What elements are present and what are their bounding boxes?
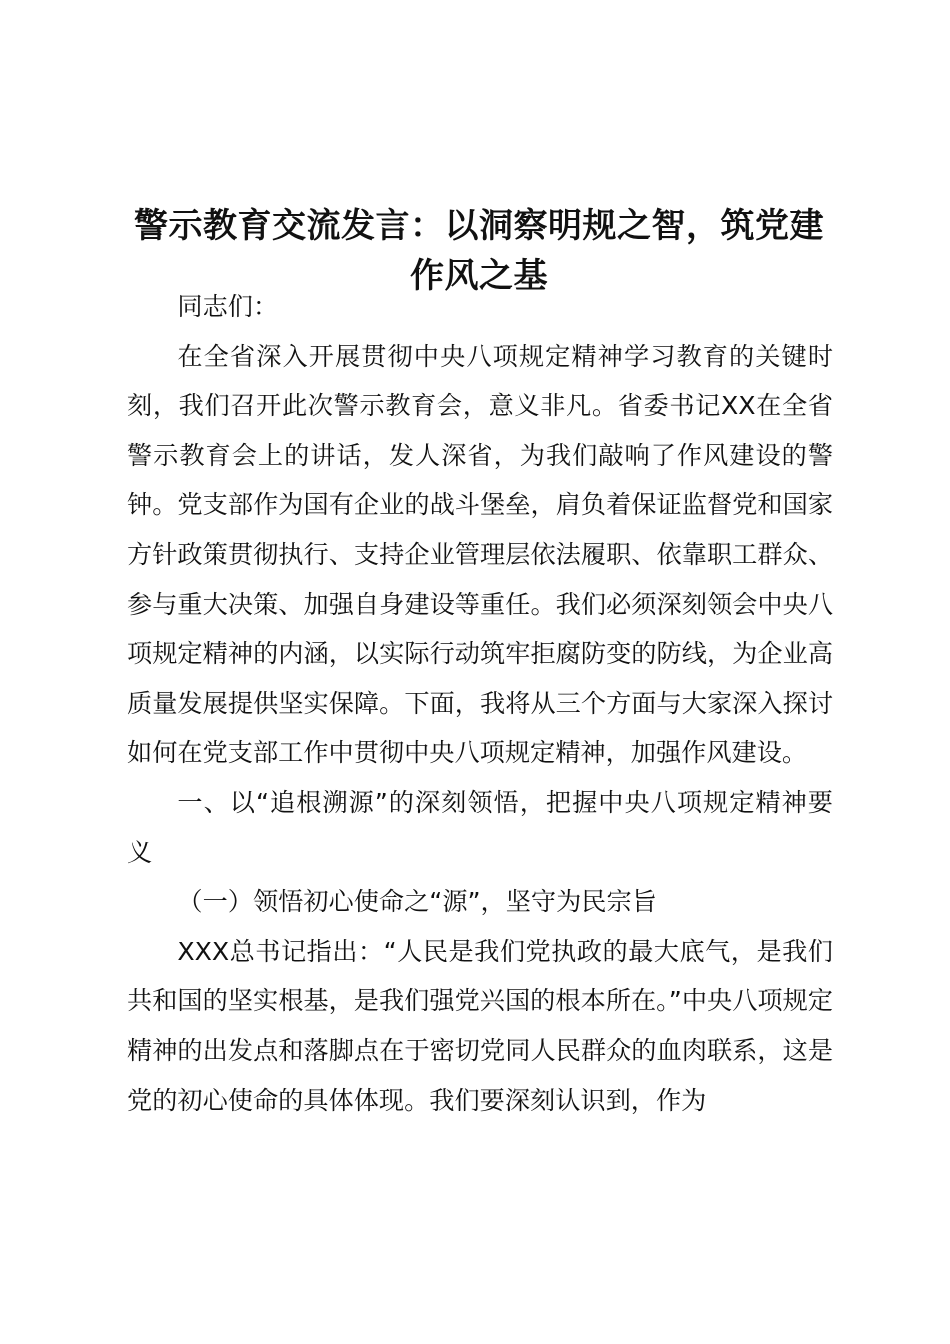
salutation-paragraph: 同志们： — [177, 292, 279, 321]
section-heading-1: 一、以“追根溯源”的深刻领悟，把握中央八项规定精神要义 — [127, 787, 833, 867]
intro-paragraph: 在全省深入开展贯彻中央八项规定精神学习教育的关键时刻，我们召开此次警示教育会，意义非凡。省委书记XX在全省警示教育会上的讲话，发人深省，为我们敲响了作风建设的警钟。党支部作为国有企业的战斗堡垒，肩负着保证监督党和国家方针政策贯彻执行、支持企业管理层依法履职、依靠职工群众、参与重大决策、加强自身建设等重任。我们必须深刻领会中央八项规定精神的内涵，以实际行动筑牢拒腐防变的防线，为企业高质量发展提供坚实保障。下面，我将从三个方面与大家深入探讨如何在党支部工作中贯彻中央八项规定精神，加强作风建设。 — [127, 341, 833, 768]
document-title: 警示教育交流发言：以洞察明规之智，筑党建作风之基 — [134, 205, 824, 296]
subsection-heading-1: （一）领悟初心使命之“源”，坚守为民宗旨 — [177, 887, 657, 917]
document-body — [127, 282, 833, 1125]
body-paragraph: XXX总书记指出：“人民是我们党执政的最大底气，是我们共和国的坚实根基，是我们强党兴国的根本所在。”中央八项规定精神的出发点和落脚点在于密切党同人民群众的血肉联系，这是党的初心使命的具体体现。我们要深刻认识到，作为 — [127, 936, 833, 1115]
